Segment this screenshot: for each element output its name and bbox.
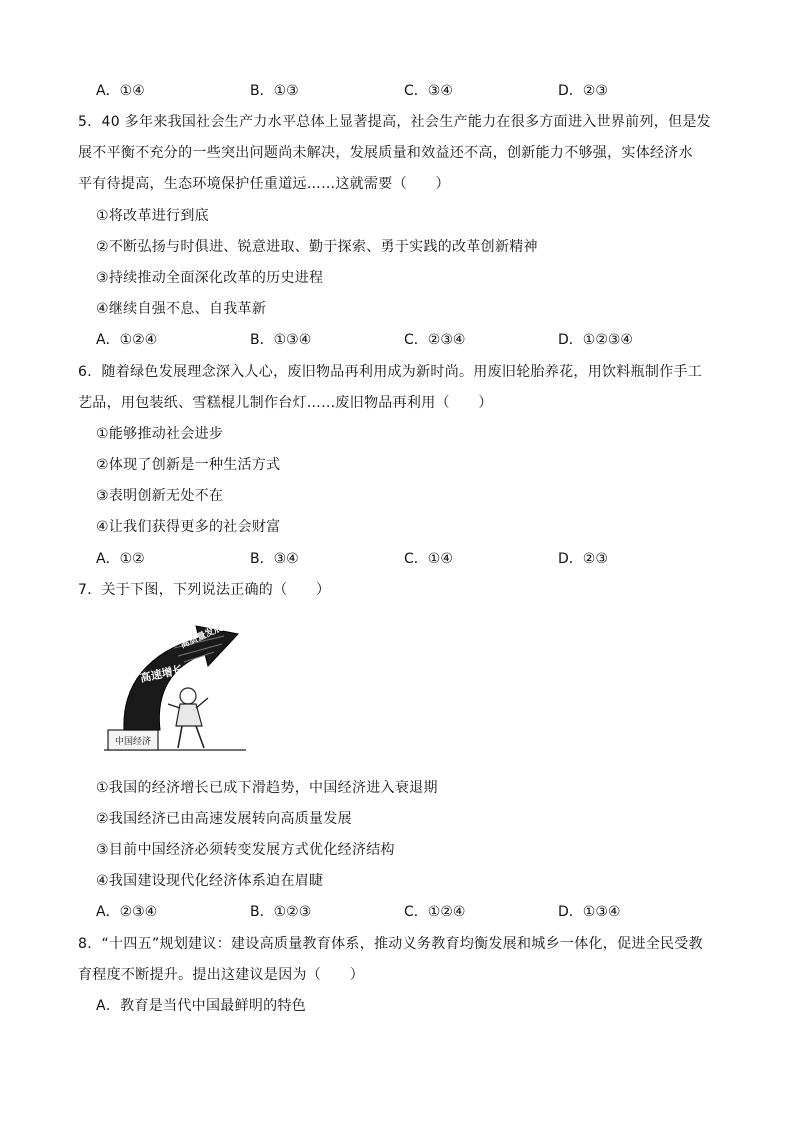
q6-item-1: ①能够推动社会进步 [96, 426, 224, 442]
q8-stem-line-1: 8．“十四五”规划建议：建设高质量教育体系，推动义务教育均衡发展和城乡一体化，促进全民受教 [78, 936, 703, 952]
q7-option-d: D．①③④ [558, 904, 621, 920]
q4-option-b: B．①③ [250, 83, 299, 99]
box-label: 中国经济 [114, 737, 152, 747]
q6-stem-line-2: 艺品，用包装纸、雪糕棍儿制作台灯……废旧物品再利用（ ） [78, 395, 493, 411]
q7-item-1: ①我国的经济增长已成下滑趋势，中国经济进入衰退期 [96, 780, 438, 796]
q6-item-2: ②体现了创新是一种生活方式 [96, 457, 281, 473]
q6-option-c: C．①④ [404, 551, 453, 567]
q5-option-d: D．①②③④ [558, 332, 633, 348]
q5-stem-line-3: 平有待提高，生态环境保护任重道远……这就需要（ ） [78, 176, 450, 192]
q5-item-3: ③持续推动全面深化改革的历史进程 [96, 270, 324, 286]
arrow-head-label: 高质量发展 [179, 623, 225, 651]
q7-option-b: B．①②③ [250, 904, 312, 920]
q4-option-a: A．①④ [96, 83, 145, 99]
q5-item-1: ①将改革进行到底 [96, 208, 209, 224]
q7-stem: 7．关于下图，下列说法正确的（ ） [78, 582, 331, 598]
q5-option-a: A．①②④ [96, 332, 158, 348]
q7-option-a: A．②③④ [96, 904, 158, 920]
q5-item-2: ②不断弘扬与时俱进、锐意进取、勤于探索、勇于实践的改革创新精神 [96, 239, 538, 255]
q5-item-4: ④继续自强不息、自我革新 [96, 301, 267, 317]
q7-item-3: ③目前中国经济必须转变发展方式优化经济结构 [96, 842, 395, 858]
q5-option-b: B．①③④ [250, 332, 312, 348]
q7-item-2: ②我国经济已由高速发展转向高质量发展 [96, 811, 352, 827]
q7-item-4: ④我国建设现代化经济体系迫在眉睫 [96, 873, 324, 889]
arrow-body-label: 高速增长 [138, 663, 185, 685]
q7-cartoon-figure [104, 614, 248, 756]
q4-option-d: D．②③ [558, 83, 608, 99]
q6-stem-line-1: 6．随着绿色发展理念深入人心，废旧物品再利用成为新时尚。用废旧轮胎养花，用饮料瓶制作手工 [78, 364, 703, 380]
q6-option-b: B．③④ [250, 551, 299, 567]
q5-stem-line-1: 5．40 多年来我国社会生产力水平总体上显著提高，社会生产能力在很多方面进入世界前列，但是发 [78, 114, 711, 130]
q4-option-c: C．③④ [404, 83, 453, 99]
q8-stem-line-2: 育程度不断提升。提出这建议是因为（ ） [78, 967, 364, 983]
q8-option-a: A．教育是当代中国最鲜明的特色 [96, 998, 307, 1014]
q6-option-a: A．①② [96, 551, 145, 567]
q5-stem-line-2: 展不平衡不充分的一些突出问题尚未解决，发展质量和效益还不高，创新能力不够强，实体经济水 [78, 145, 693, 161]
q6-option-d: D．②③ [558, 551, 608, 567]
q5-option-c: C．②③④ [404, 332, 466, 348]
q6-item-4: ④让我们获得更多的社会财富 [96, 519, 281, 535]
q7-option-c: C．①②④ [404, 904, 466, 920]
q6-item-3: ③表明创新无处不在 [96, 488, 224, 504]
